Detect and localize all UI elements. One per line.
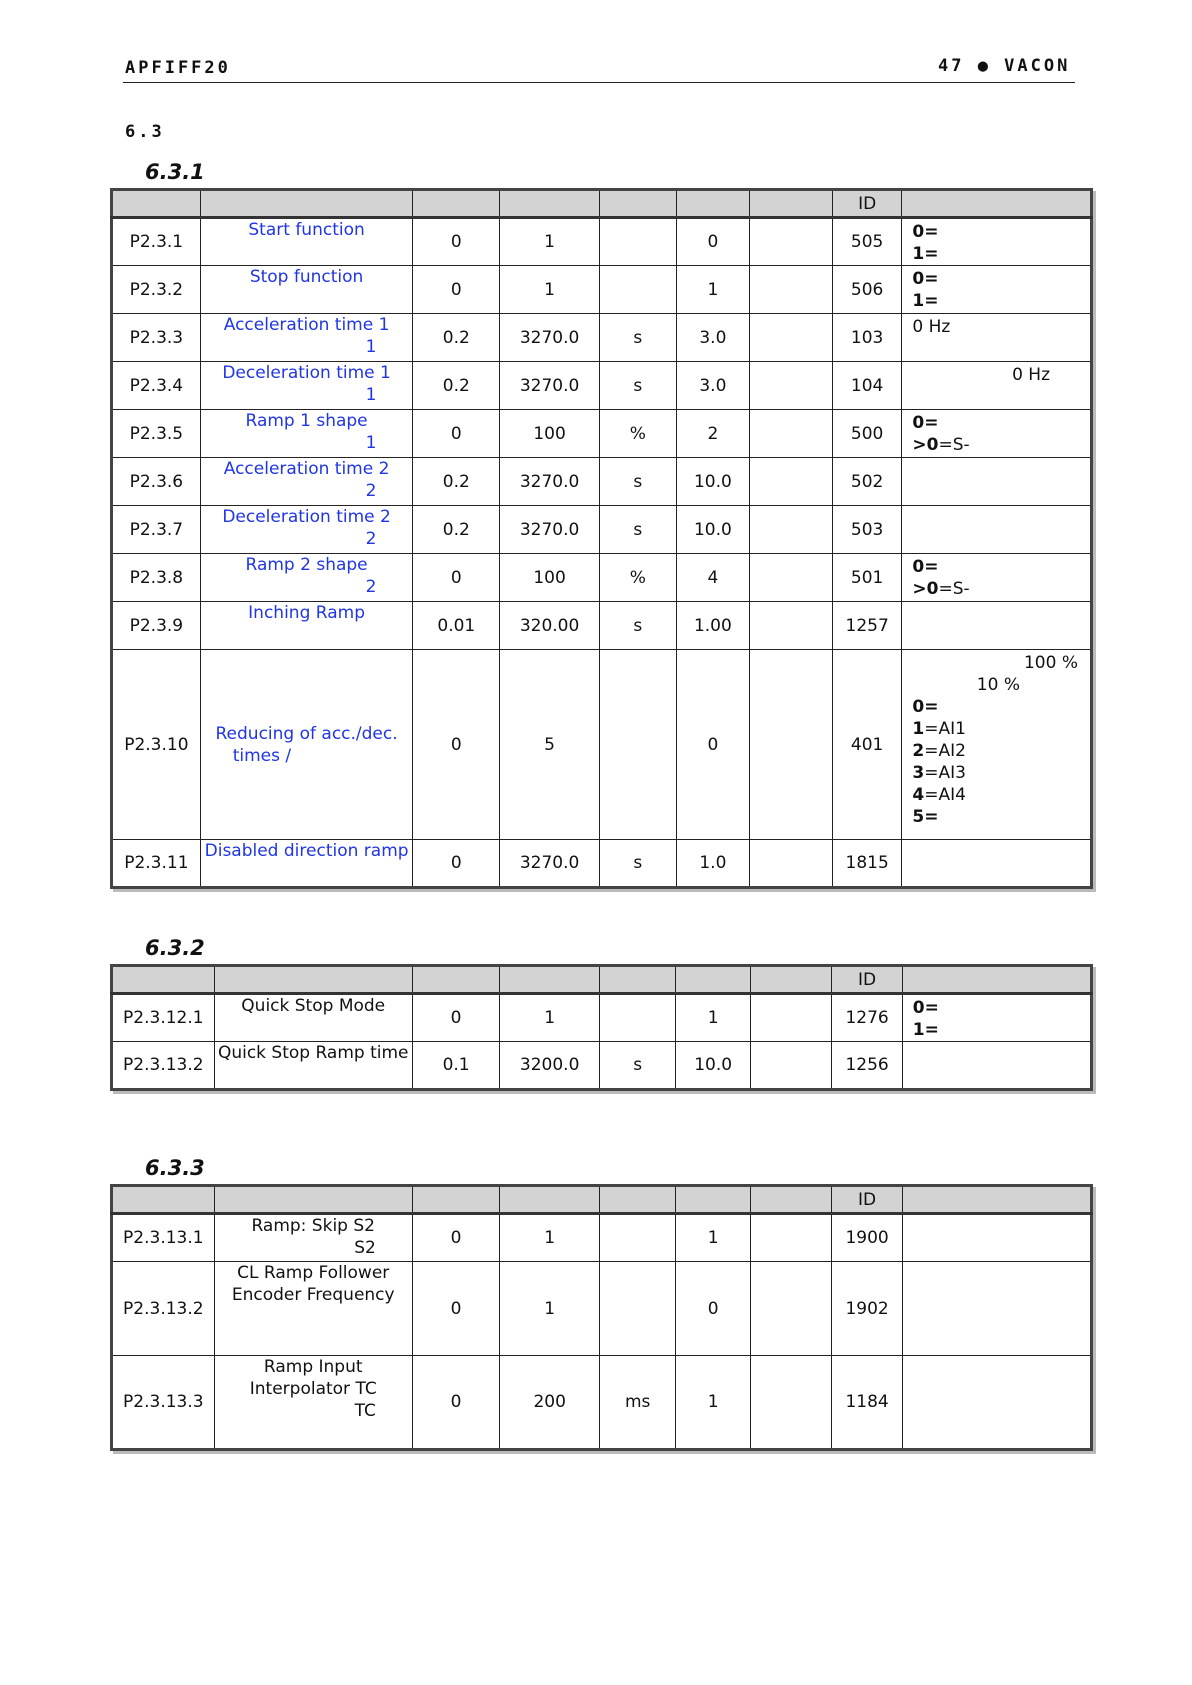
parameter-name-line: Start function bbox=[248, 220, 365, 240]
parameter-code: P2.3.4 bbox=[112, 362, 201, 410]
parameter-id: 1815 bbox=[832, 840, 902, 888]
parameter-id: 505 bbox=[832, 218, 902, 266]
parameter-min: 0.2 bbox=[413, 458, 500, 506]
description-line bbox=[912, 718, 1090, 740]
parameter-empty-cell bbox=[750, 218, 833, 266]
parameter-empty-cell bbox=[750, 840, 833, 888]
table-header-row bbox=[112, 966, 1092, 994]
document-code: APFIFF20 bbox=[125, 58, 231, 78]
description-key: 3 bbox=[912, 763, 925, 783]
table-row bbox=[112, 840, 1092, 888]
parameter-empty-cell bbox=[750, 458, 833, 506]
table-row bbox=[112, 1262, 1092, 1356]
table-row bbox=[112, 266, 1092, 314]
description-key: >0 bbox=[912, 579, 939, 599]
parameter-def: 1 bbox=[676, 1356, 750, 1450]
header-cell bbox=[902, 190, 1092, 218]
parameter-id: 1257 bbox=[832, 602, 902, 650]
parameter-code: P2.3.8 bbox=[112, 554, 201, 602]
parameter-min: 0.2 bbox=[413, 362, 500, 410]
header-cell bbox=[112, 1186, 215, 1214]
parameter-unit bbox=[599, 1214, 675, 1262]
parameter-max: 1 bbox=[500, 1262, 600, 1356]
parameter-id: 500 bbox=[832, 410, 902, 458]
parameter-max: 100 bbox=[500, 410, 600, 458]
header-cell bbox=[214, 1186, 412, 1214]
parameter-code: P2.3.13.2 bbox=[112, 1042, 215, 1090]
parameter-code: P2.3.13.1 bbox=[112, 1214, 215, 1262]
table-row bbox=[112, 1214, 1092, 1262]
description-line bbox=[912, 740, 1090, 762]
parameter-name bbox=[214, 1042, 412, 1090]
parameter-name-line: Ramp 1 shape bbox=[245, 411, 368, 431]
parameter-code: P2.3.11 bbox=[112, 840, 201, 888]
parameter-max: 1 bbox=[500, 1214, 600, 1262]
description-line bbox=[912, 578, 1090, 600]
parameter-min: 0.2 bbox=[413, 314, 500, 362]
parameter-unit: s bbox=[599, 602, 676, 650]
parameter-def: 3.0 bbox=[676, 314, 750, 362]
header-cell bbox=[112, 190, 201, 218]
parameter-name bbox=[200, 362, 413, 410]
description-line bbox=[912, 806, 1090, 828]
parameter-def: 10.0 bbox=[676, 458, 750, 506]
parameter-id: 502 bbox=[832, 458, 902, 506]
parameter-max: 320.00 bbox=[500, 602, 600, 650]
parameter-name bbox=[200, 650, 413, 840]
description-line bbox=[912, 762, 1090, 784]
table-header-row bbox=[112, 1186, 1092, 1214]
parameter-name bbox=[200, 554, 413, 602]
parameter-id: 1902 bbox=[832, 1262, 902, 1356]
parameter-max: 200 bbox=[500, 1356, 600, 1450]
parameter-description bbox=[902, 840, 1092, 888]
parameter-def: 1 bbox=[676, 1214, 750, 1262]
description-line bbox=[912, 434, 1090, 456]
parameter-max: 3270.0 bbox=[500, 314, 600, 362]
description-key: 0= bbox=[912, 413, 939, 433]
description-line bbox=[913, 1019, 1090, 1041]
header-cell bbox=[902, 1186, 1091, 1214]
parameter-name-line: 2 bbox=[365, 577, 377, 597]
parameter-min: 0.2 bbox=[413, 506, 500, 554]
parameter-id: 104 bbox=[832, 362, 902, 410]
parameter-description bbox=[902, 410, 1092, 458]
parameter-min: 0 bbox=[413, 266, 500, 314]
parameter-def: 0 bbox=[676, 1262, 750, 1356]
parameter-name bbox=[200, 840, 413, 888]
parameter-name-line: CL Ramp Follower bbox=[237, 1263, 390, 1283]
parameter-name-line: 2 bbox=[365, 529, 377, 549]
parameter-def: 3.0 bbox=[676, 362, 750, 410]
parameter-description bbox=[902, 266, 1092, 314]
parameter-code: P2.3.6 bbox=[112, 458, 201, 506]
header-cell bbox=[750, 1186, 831, 1214]
parameter-unit bbox=[599, 218, 676, 266]
parameter-name bbox=[200, 602, 413, 650]
header-cell bbox=[676, 190, 750, 218]
table-row bbox=[112, 410, 1092, 458]
parameter-max: 3270.0 bbox=[500, 840, 600, 888]
description-line bbox=[912, 652, 1090, 674]
description-line bbox=[912, 364, 1090, 386]
table-row bbox=[112, 314, 1092, 362]
parameter-max: 3270.0 bbox=[500, 362, 600, 410]
table-row bbox=[112, 506, 1092, 554]
description-key: 4 bbox=[912, 785, 925, 805]
parameter-id: 103 bbox=[832, 314, 902, 362]
parameter-unit bbox=[599, 1262, 675, 1356]
parameter-id: 503 bbox=[832, 506, 902, 554]
header-cell bbox=[500, 190, 600, 218]
parameter-name bbox=[200, 410, 413, 458]
parameter-name bbox=[200, 218, 413, 266]
header-cell bbox=[902, 966, 1091, 994]
parameter-description bbox=[902, 506, 1092, 554]
parameter-name-line: Deceleration time 2 bbox=[222, 507, 391, 527]
parameter-table-1 bbox=[110, 188, 1093, 889]
header-cell bbox=[412, 1186, 500, 1214]
description-key: 0= bbox=[912, 222, 939, 242]
parameter-max: 3200.0 bbox=[500, 1042, 600, 1090]
description-key: 1 bbox=[912, 719, 925, 739]
description-text: =S- bbox=[938, 435, 970, 455]
header-cell: ID bbox=[832, 1186, 902, 1214]
parameter-name bbox=[214, 994, 412, 1042]
parameter-def: 0 bbox=[676, 218, 750, 266]
parameter-empty-cell bbox=[750, 1356, 831, 1450]
parameter-description bbox=[902, 362, 1092, 410]
description-key: 0= bbox=[912, 998, 939, 1018]
parameter-description bbox=[902, 314, 1092, 362]
parameter-min: 0 bbox=[412, 1262, 500, 1356]
parameter-code: P2.3.10 bbox=[112, 650, 201, 840]
parameter-empty-cell bbox=[750, 554, 833, 602]
parameter-min: 0 bbox=[413, 840, 500, 888]
parameter-code: P2.3.13.2 bbox=[112, 1262, 215, 1356]
description-line bbox=[912, 412, 1090, 434]
parameter-name-line: Inching Ramp bbox=[248, 603, 365, 623]
parameter-table-3 bbox=[110, 1184, 1093, 1451]
parameter-min: 0 bbox=[413, 218, 500, 266]
description-key: >0 bbox=[912, 435, 939, 455]
description-line bbox=[912, 221, 1090, 243]
header-cell bbox=[750, 966, 831, 994]
parameter-code: P2.3.9 bbox=[112, 602, 201, 650]
parameter-name-line: Ramp 2 shape bbox=[245, 555, 368, 575]
parameter-name bbox=[214, 1262, 412, 1356]
parameter-name-line: 1 bbox=[365, 385, 377, 405]
header-cell bbox=[676, 1186, 750, 1214]
parameter-id: 501 bbox=[832, 554, 902, 602]
parameter-def: 2 bbox=[676, 410, 750, 458]
parameter-code: P2.3.13.3 bbox=[112, 1356, 215, 1450]
description-key: 1= bbox=[912, 291, 939, 311]
description-key: 0= bbox=[912, 557, 939, 577]
parameter-name bbox=[214, 1214, 412, 1262]
parameter-code: P2.3.12.1 bbox=[112, 994, 215, 1042]
parameter-code: P2.3.7 bbox=[112, 506, 201, 554]
description-key: 2 bbox=[912, 741, 925, 761]
description-text: =AI2 bbox=[924, 741, 966, 761]
parameter-min: 0.01 bbox=[413, 602, 500, 650]
description-line bbox=[912, 243, 1090, 265]
header-cell bbox=[500, 1186, 600, 1214]
table-row bbox=[112, 650, 1092, 840]
parameter-unit bbox=[599, 266, 676, 314]
parameter-unit: s bbox=[599, 506, 676, 554]
description-key: 0= bbox=[912, 697, 939, 717]
parameter-name-line: 1 bbox=[365, 433, 377, 453]
parameter-unit: s bbox=[599, 458, 676, 506]
header-cell bbox=[413, 190, 500, 218]
description-key: 5= bbox=[912, 807, 939, 827]
parameter-empty-cell bbox=[750, 1042, 831, 1090]
parameter-name-line: 2 bbox=[365, 481, 377, 501]
parameter-table-2 bbox=[110, 964, 1093, 1091]
parameter-empty-cell bbox=[750, 266, 833, 314]
parameter-description bbox=[902, 602, 1092, 650]
parameter-min: 0 bbox=[413, 410, 500, 458]
parameter-description bbox=[902, 458, 1092, 506]
page-number-brand: 47 ● VACON bbox=[938, 56, 1071, 76]
parameter-empty-cell bbox=[750, 1262, 831, 1356]
parameter-description bbox=[902, 1214, 1091, 1262]
table-row bbox=[112, 458, 1092, 506]
parameter-def: 1 bbox=[676, 266, 750, 314]
header-cell bbox=[112, 966, 215, 994]
table-header-row bbox=[112, 190, 1092, 218]
parameter-unit: s bbox=[599, 840, 676, 888]
parameter-unit: s bbox=[599, 362, 676, 410]
header-cell bbox=[599, 1186, 675, 1214]
parameter-name-line: Ramp: Skip S2 bbox=[251, 1216, 375, 1236]
description-text: 0 Hz bbox=[912, 317, 951, 337]
subsection-title-2: 6.3.2 bbox=[145, 936, 205, 960]
header-cell bbox=[750, 190, 833, 218]
parameter-min: 0 bbox=[413, 650, 500, 840]
table-row bbox=[112, 218, 1092, 266]
parameter-id: 1256 bbox=[832, 1042, 902, 1090]
parameter-min: 0 bbox=[412, 994, 500, 1042]
parameter-max: 3270.0 bbox=[500, 506, 600, 554]
parameter-name-line: TC bbox=[354, 1401, 376, 1421]
description-line bbox=[912, 268, 1090, 290]
parameter-name-line: times / bbox=[232, 745, 292, 766]
parameter-id: 506 bbox=[832, 266, 902, 314]
description-line bbox=[912, 784, 1090, 806]
description-text: =S- bbox=[938, 579, 970, 599]
parameter-min: 0 bbox=[412, 1214, 500, 1262]
parameter-max: 1 bbox=[500, 266, 600, 314]
parameter-def: 4 bbox=[676, 554, 750, 602]
parameter-max: 100 bbox=[500, 554, 600, 602]
parameter-name-line: Quick Stop Ramp time bbox=[217, 1043, 409, 1063]
parameter-name bbox=[200, 458, 413, 506]
parameter-description bbox=[902, 1042, 1091, 1090]
description-line bbox=[913, 997, 1090, 1019]
description-text: 100 % bbox=[1023, 653, 1078, 673]
parameter-min: 0.1 bbox=[412, 1042, 500, 1090]
table-row bbox=[112, 602, 1092, 650]
parameter-unit: s bbox=[599, 314, 676, 362]
parameter-max: 1 bbox=[500, 994, 600, 1042]
parameter-empty-cell bbox=[750, 362, 833, 410]
parameter-id: 1184 bbox=[832, 1356, 902, 1450]
header-cell bbox=[200, 190, 413, 218]
parameter-empty-cell bbox=[750, 410, 833, 458]
parameter-unit: % bbox=[599, 410, 676, 458]
parameter-name-line: Encoder Frequency bbox=[231, 1285, 395, 1305]
parameter-empty-cell bbox=[750, 314, 833, 362]
parameter-description bbox=[902, 1262, 1091, 1356]
parameter-def: 1.0 bbox=[676, 840, 750, 888]
parameter-name-line: Acceleration time 2 bbox=[223, 459, 390, 479]
parameter-description bbox=[902, 994, 1091, 1042]
subsection-title-3: 6.3.3 bbox=[145, 1156, 205, 1180]
header-cell bbox=[500, 966, 600, 994]
parameter-name-line: Disabled direction ramp bbox=[204, 841, 409, 861]
parameter-code: P2.3.5 bbox=[112, 410, 201, 458]
table-row bbox=[112, 362, 1092, 410]
description-key: 1= bbox=[912, 1020, 939, 1040]
parameter-unit: % bbox=[599, 554, 676, 602]
parameter-max: 5 bbox=[500, 650, 600, 840]
parameter-name-line: Interpolator TC bbox=[249, 1379, 377, 1399]
parameter-unit bbox=[599, 994, 675, 1042]
parameter-empty-cell bbox=[750, 1214, 831, 1262]
parameter-max: 1 bbox=[500, 218, 600, 266]
parameter-unit: s bbox=[599, 1042, 675, 1090]
parameter-name-line: Deceleration time 1 bbox=[222, 363, 391, 383]
parameter-name bbox=[200, 266, 413, 314]
header-cell bbox=[676, 966, 750, 994]
description-text: 0 Hz bbox=[1012, 365, 1050, 385]
description-line bbox=[912, 316, 1090, 338]
header-cell bbox=[214, 966, 412, 994]
parameter-def: 1.00 bbox=[676, 602, 750, 650]
table-row bbox=[112, 994, 1092, 1042]
parameter-name bbox=[200, 314, 413, 362]
parameter-description bbox=[902, 650, 1092, 840]
parameter-min: 0 bbox=[413, 554, 500, 602]
parameter-unit bbox=[599, 650, 676, 840]
parameter-empty-cell bbox=[750, 506, 833, 554]
parameter-empty-cell bbox=[750, 650, 833, 840]
parameter-name-line: Ramp Input bbox=[263, 1357, 363, 1377]
parameter-empty-cell bbox=[750, 602, 833, 650]
header-cell bbox=[412, 966, 500, 994]
parameter-def: 10.0 bbox=[676, 506, 750, 554]
parameter-name bbox=[214, 1356, 412, 1450]
description-line bbox=[912, 556, 1090, 578]
parameter-name-line: Reducing of acc./dec. bbox=[215, 723, 398, 744]
description-key: 0= bbox=[912, 269, 939, 289]
parameter-empty-cell bbox=[750, 994, 831, 1042]
subsection-title-1: 6.3.1 bbox=[145, 160, 205, 184]
description-text: 10 % bbox=[976, 675, 1020, 695]
parameter-name bbox=[200, 506, 413, 554]
description-text: =AI1 bbox=[924, 719, 966, 739]
parameter-name-line: Stop function bbox=[249, 267, 364, 287]
parameter-def: 0 bbox=[676, 650, 750, 840]
header-cell bbox=[599, 190, 676, 218]
parameter-def: 1 bbox=[676, 994, 750, 1042]
parameter-name-line: Quick Stop Mode bbox=[241, 996, 386, 1016]
table-row bbox=[112, 1042, 1092, 1090]
parameter-code: P2.3.3 bbox=[112, 314, 201, 362]
parameter-code: P2.3.1 bbox=[112, 218, 201, 266]
parameter-max: 3270.0 bbox=[500, 458, 600, 506]
parameter-min: 0 bbox=[412, 1356, 500, 1450]
parameter-unit: ms bbox=[599, 1356, 675, 1450]
description-key: 1= bbox=[912, 244, 939, 264]
parameter-def: 10.0 bbox=[676, 1042, 750, 1090]
parameter-code: P2.3.2 bbox=[112, 266, 201, 314]
description-text: =AI3 bbox=[924, 763, 966, 783]
parameter-description bbox=[902, 218, 1092, 266]
parameter-name-line: 1 bbox=[365, 337, 377, 357]
header-cell: ID bbox=[832, 966, 902, 994]
table-row bbox=[112, 554, 1092, 602]
description-text: =AI4 bbox=[924, 785, 966, 805]
description-line bbox=[912, 696, 1090, 718]
table-row bbox=[112, 1356, 1092, 1450]
parameter-id: 1276 bbox=[832, 994, 902, 1042]
parameter-id: 401 bbox=[832, 650, 902, 840]
header-cell: ID bbox=[832, 190, 902, 218]
header-rule bbox=[123, 82, 1075, 83]
description-line bbox=[912, 290, 1090, 312]
header-cell bbox=[599, 966, 675, 994]
parameter-name-line: Acceleration time 1 bbox=[223, 315, 390, 335]
parameter-id: 1900 bbox=[832, 1214, 902, 1262]
parameter-description bbox=[902, 1356, 1091, 1450]
section-number: 6.3 bbox=[125, 122, 165, 142]
parameter-name-line: S2 bbox=[354, 1238, 376, 1258]
parameter-description bbox=[902, 554, 1092, 602]
description-line bbox=[912, 674, 1090, 696]
